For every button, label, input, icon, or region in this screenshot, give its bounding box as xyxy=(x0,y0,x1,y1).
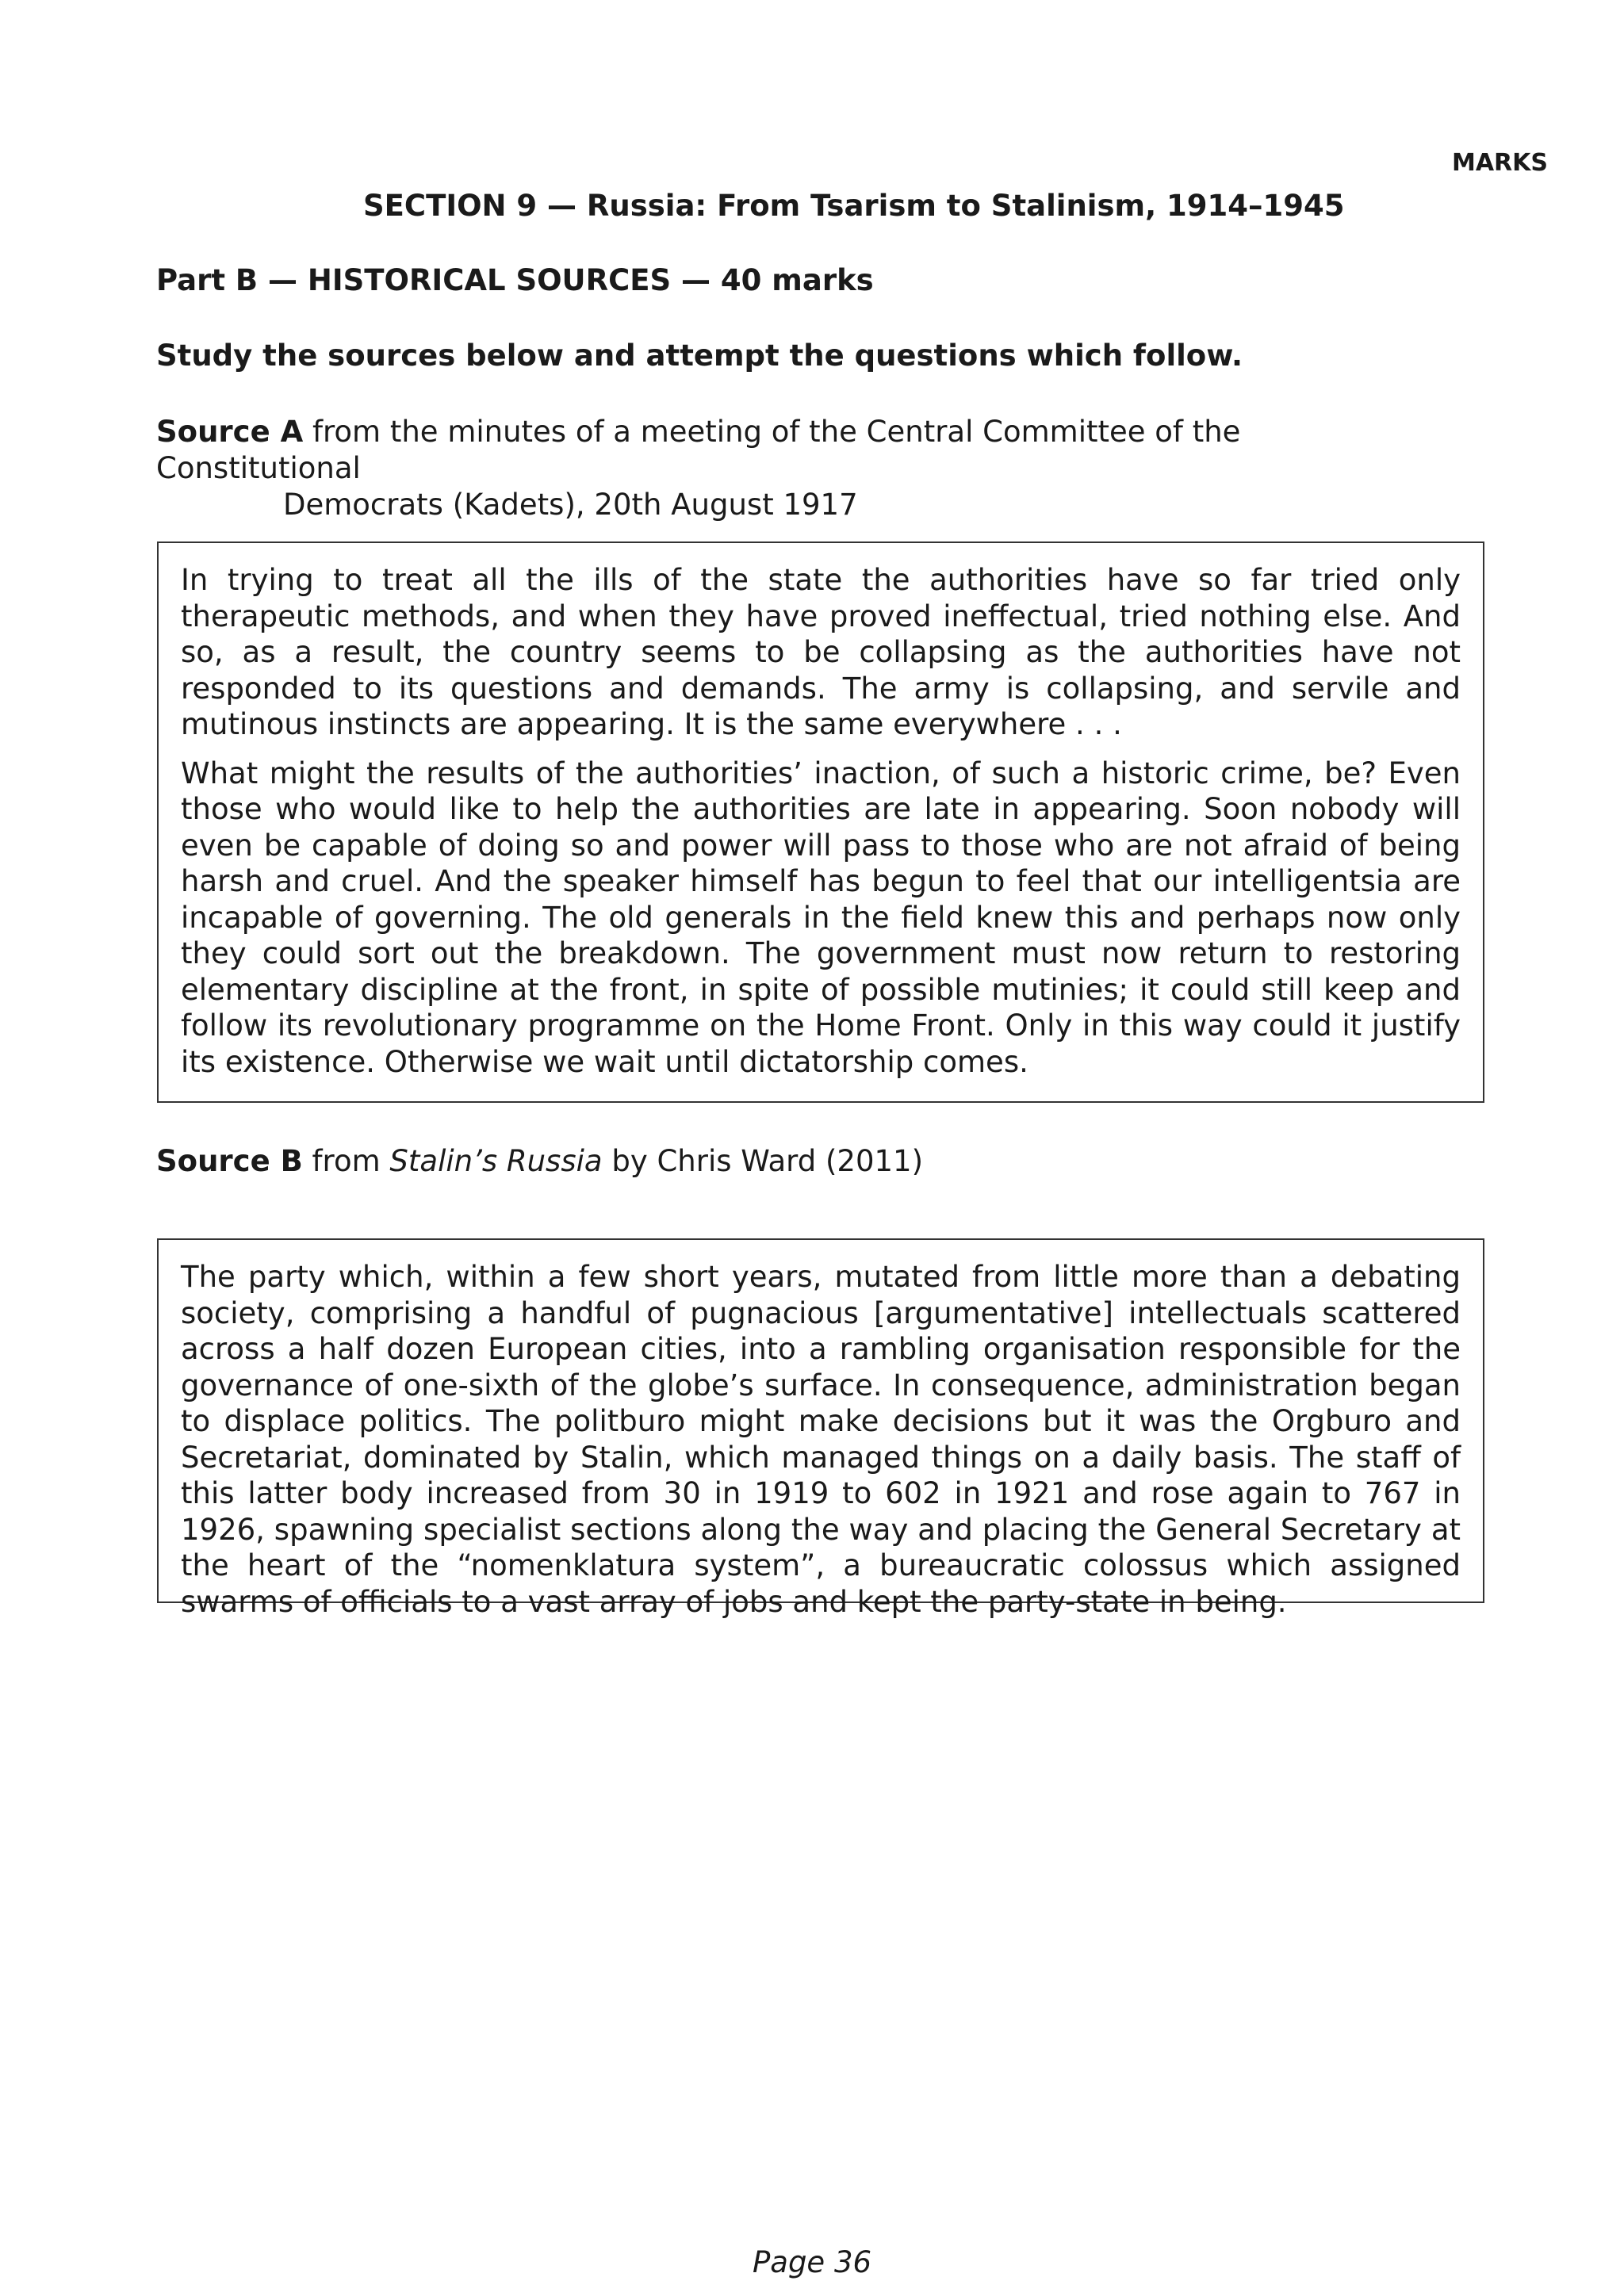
source-b-heading-prefix: from xyxy=(312,1144,381,1178)
source-b-paragraph-1: The party which, within a few short years, mutated from little more than a debating society, comprising a handful of pugnacious [argumentative] intellectuals scattered across a half dozen European cities, into a rambling organisation responsible for the governance of one-sixth of the globe’s surface. In consequence, administration began to displace politics. The politburo might make decisions but it was the Orgburo and Secretariat, dominated by Stalin, which managed things on a daily basis. The staff of this latter body increased from 30 in 1919 to 602 in 1921 and rose again to 767 in 1926, spawning specialist sections along the way and placing the General Secretary at the heart of the “nomenklatura system”, a bureaucratic colossus which assigned swarms of officials to a vast array of jobs and kept the party-state in being. xyxy=(181,1260,1461,1619)
source-b-heading-suffix: by Chris Ward (2011) xyxy=(611,1144,924,1178)
source-a-heading xyxy=(156,414,1393,523)
source-a-label: Source A xyxy=(156,415,304,449)
source-a-paragraph-2: What might the results of the authorities’ inaction, of such a historic crime, be? Even those who would like to help the authorities are late in appearing. Soon nobody will even be capable of doing so and power will pass to those who are not afraid of being harsh and cruel. And the speaker himself has begun to feel that our intelligentsia are incapable of governing. The old generals in the field knew this and perhaps now only they could sort out the breakdown. The government must now return to restoring elementary discipline at the front, in spite of possible mutinies; it could still keep and follow its revolutionary programme on the Home Front. Only in this way could it justify its existence. Otherwise we wait until dictatorship comes. xyxy=(181,756,1461,1079)
source-a-heading-line2: Democrats (Kadets), 20th August 1917 xyxy=(283,488,858,522)
source-a-paragraph-1: In trying to treat all the ills of the state the authorities have so far tried only therapeutic methods, and when they have proved ineffectual, tried nothing else. And so, as a result, the country seems to be collapsing as the authorities have not responded to its questions and demands. The army is collapsing, and servile and mutinous instincts are appearing. It is the same everywhere . . . xyxy=(181,563,1461,741)
marks-column-label: MARKS xyxy=(1451,149,1548,177)
source-b-box xyxy=(157,1238,1484,1619)
source-b-label: Source B xyxy=(156,1144,303,1178)
source-a-box xyxy=(157,541,1484,1103)
page-number: Page 36 xyxy=(752,2245,872,2279)
instructions: Study the sources below and attempt the questions which follow. xyxy=(156,339,1243,373)
source-b-heading xyxy=(156,1143,1393,1180)
part-title: Part B — HISTORICAL SOURCES — 40 marks xyxy=(156,263,874,297)
section-title: SECTION 9 — Russia: From Tsarism to Stalinism, 1914–1945 xyxy=(363,189,1345,223)
source-a-heading-line1: from the minutes of a meeting of the Central Committee of the Constitutional xyxy=(156,415,1241,485)
source-b-book-title: Stalin’s Russia xyxy=(389,1144,603,1178)
